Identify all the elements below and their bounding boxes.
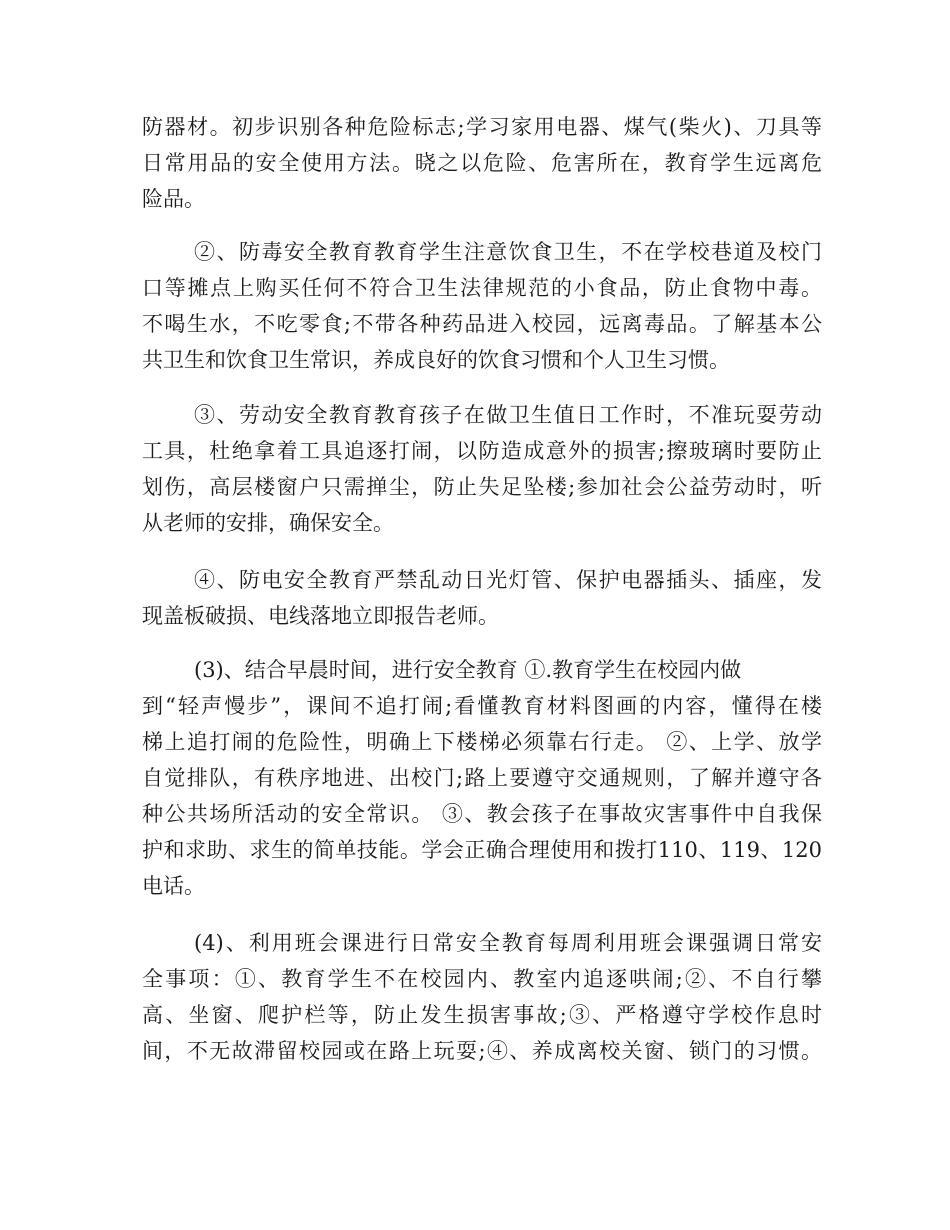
paragraph-line: (4)、利用班会课进行日常安全教育每周利用班会课强调日常安: [194, 931, 822, 955]
paragraph-line: 划伤，高层楼窗户只需掸尘，防止失足坠楼;参加社会公益劳动时，听: [142, 475, 822, 499]
paragraph-line: 共卫生和饮食卫生常识，养成良好的饮食习惯和个人卫生习惯。: [142, 348, 730, 372]
paragraph-line: 梯上追打闹的危险性，明确上下楼梯必须靠右行走。 ②、上学、放学: [142, 730, 822, 754]
paragraph-line: 现盖板破损、电线落地立即报告老师。: [142, 604, 499, 628]
paragraph-line: 全事项：①、教育学生不在校园内、教室内追逐哄闹;②、不自行攀: [142, 967, 822, 991]
paragraph-line: 口等摊点上购买任何不符合卫生法律规范的小食品，防止食物中毒。: [142, 276, 822, 300]
paragraph-line: ②、防毒安全教育教育学生注意饮食卫生，不在学校巷道及校门: [194, 240, 822, 264]
paragraph-line: 不喝生水，不吃零食;不带各种药品进入校园，远离毒品。了解基本公: [142, 312, 822, 336]
paragraph-line: ③、劳动安全教育教育孩子在做卫生值日工作时，不准玩耍劳动: [194, 403, 822, 427]
paragraph-line: 自觉排队，有秩序地进、出校门;路上要遵守交通规则，了解并遵守各: [142, 766, 822, 790]
paragraph-line: 险品。: [142, 187, 205, 211]
paragraph-line: 高、坐窗、爬护栏等，防止发生损害事故;③、严格遵守学校作息时: [142, 1003, 822, 1027]
paragraph-line: 到“轻声慢步”，课间不追打闹;看懂教育材料图画的内容，懂得在楼: [142, 694, 822, 718]
paragraph-line: 防器材。初步识别各种危险标志;学习家用电器、煤气(柴火)、刀具等: [142, 115, 822, 139]
paragraph-line: (3)、结合早晨时间，进行安全教育 ①.教育学生在校园内做: [194, 658, 742, 682]
paragraph-line: 电话。: [142, 874, 205, 898]
paragraph-line: ④、防电安全教育严禁乱动日光灯管、保护电器插头、插座，发: [194, 568, 822, 592]
paragraph-line: 从老师的安排，确保安全。: [142, 511, 394, 535]
paragraph-line: 种公共场所活动的安全常识。 ③、教会孩子在事故灾害事件中自我保: [142, 802, 822, 826]
paragraph-line: 日常用品的安全使用方法。晓之以危险、危害所在，教育学生远离危: [142, 151, 822, 175]
paragraph-line: 间，不无故滞留校园或在路上玩耍;④、养成离校关窗、锁门的习惯。: [142, 1039, 822, 1063]
paragraph-line: 护和求助、求生的简单技能。学会正确合理使用和拨打110、119、120: [142, 838, 822, 862]
paragraph-line: 工具，杜绝拿着工具追逐打闹，以防造成意外的损害;擦玻璃时要防止: [142, 439, 822, 463]
